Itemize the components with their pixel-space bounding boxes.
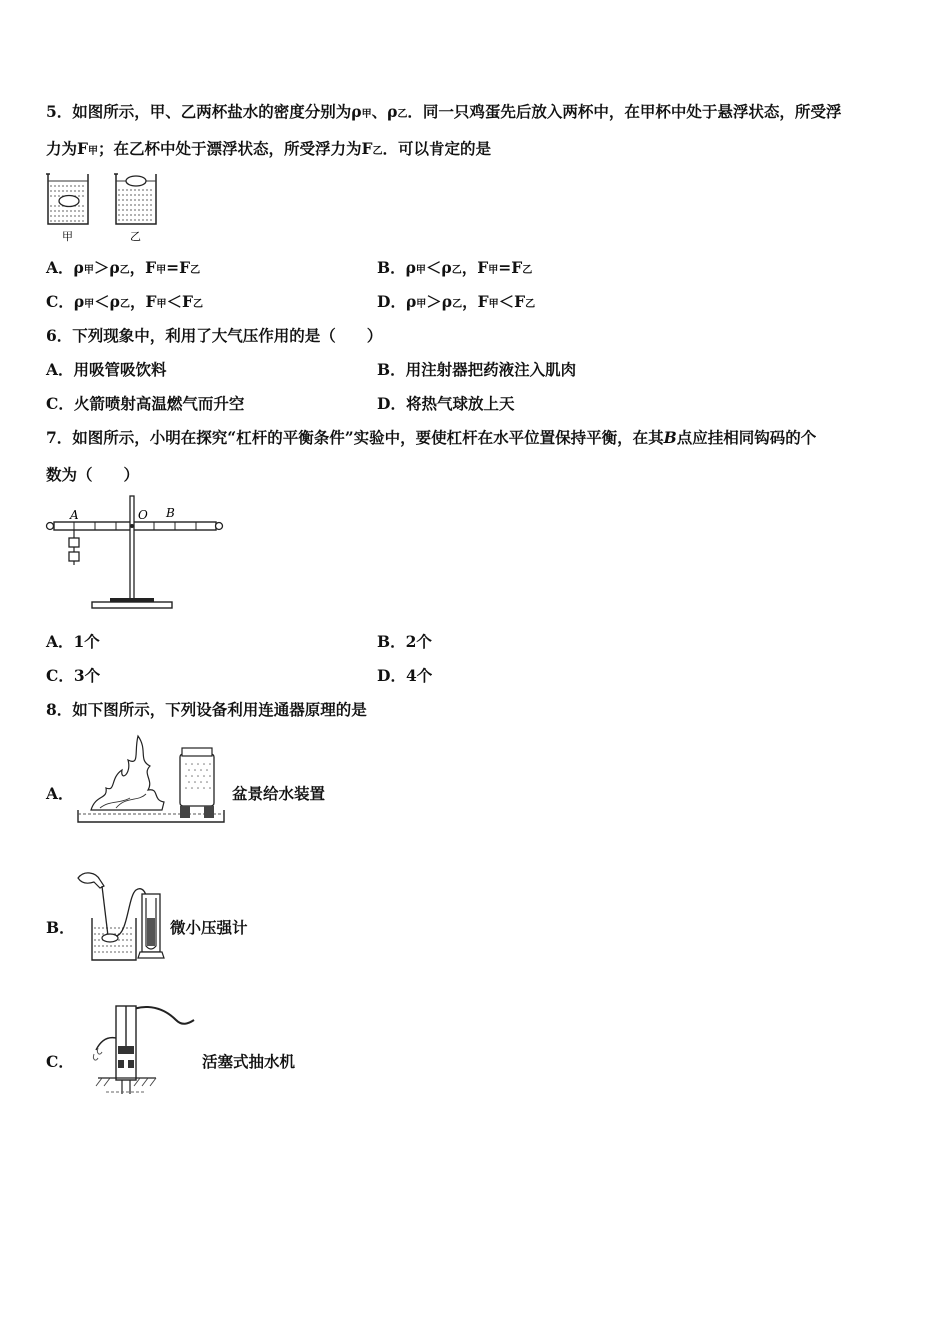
beaker-label-jia: 甲 [62,230,73,243]
lever-stand [92,496,172,608]
q8-plant-watering-figure [76,730,226,826]
q5-stem-line1: 5．如图所示，甲、乙两杯盐水的密度分别为ρ甲、ρ乙．同一只鸡蛋先后放入两杯中，在甲杯中处于悬浮状态，所受浮 [46,102,842,121]
q5-option-c[interactable]: C．ρ甲＜ρ乙，F甲＜F乙 [46,292,203,311]
beaker-yi [114,174,156,224]
q7-option-a[interactable]: A．1个 [46,632,100,651]
u-tube-manometer-icon [138,894,164,958]
hook-weights-at-a [69,530,79,565]
q7-option-d[interactable]: D．4个 [377,666,433,685]
q6-option-c[interactable]: C．火箭喷射高温燃气而升空 [46,394,245,413]
q5-option-b[interactable]: B．ρ甲＜ρ乙，F甲=F乙 [377,258,533,277]
egg-icon [59,196,79,207]
q5-option-a[interactable]: A．ρ甲＞ρ乙，F甲=F乙 [46,258,201,277]
q6-option-d[interactable]: D．将热气球放上天 [377,394,515,413]
q8-option-b-label: 微小压强计 [170,918,248,937]
q8-option-c-label: 活塞式抽水机 [202,1052,296,1071]
q7-stem-line1: 7．如图所示，小明在探究“杠杆的平衡条件”实验中，要使杠杆在水平位置保持平衡，在其B点应挂相同钩码的个 [46,428,817,447]
q7-stem-line2: 数为（ ） [46,465,140,484]
q6-option-a[interactable]: A．用吸管吸饮料 [46,360,167,379]
q8-option-a-key[interactable]: A． [46,784,74,803]
q6-stem: 6．下列现象中，利用了大气压作用的是（ ） [46,326,383,345]
q8-stem: 8．如下图所示，下列设备利用连通器原理的是 [46,700,367,719]
q5-option-d[interactable]: D．ρ甲＞ρ乙，F甲＜F乙 [377,292,536,311]
q6-option-b[interactable]: B．用注射器把药液注入肌肉 [377,360,577,379]
q7-lever-figure [44,494,222,614]
water-bottle-icon [180,748,214,818]
q5-beakers-figure [44,168,169,244]
q7-option-c[interactable]: C．3个 [46,666,101,685]
beaker-jia [46,174,88,224]
beaker-label-yi: 乙 [130,230,141,243]
q8-pressure-gauge-figure [76,866,166,966]
q8-option-c-key[interactable]: C． [46,1052,74,1071]
egg-icon [126,176,146,186]
q5-stem-line2: 力为F甲；在乙杯中处于漂浮状态，所受浮力为F乙．可以肯定的是 [46,139,492,158]
lever-nut-right-icon [216,523,223,530]
lever-label-o: O [138,508,148,522]
q7-option-b[interactable]: B．2个 [377,632,432,651]
lever-label-a: A [70,508,79,522]
q8-option-b-key[interactable]: B． [46,918,75,937]
lever-nut-left-icon [47,523,54,530]
hand-holding-probe-icon [78,873,104,888]
lever-label-b: B [166,506,175,520]
q8-piston-pump-figure [76,998,196,1096]
q8-option-a-label: 盆景给水装置 [232,784,326,803]
